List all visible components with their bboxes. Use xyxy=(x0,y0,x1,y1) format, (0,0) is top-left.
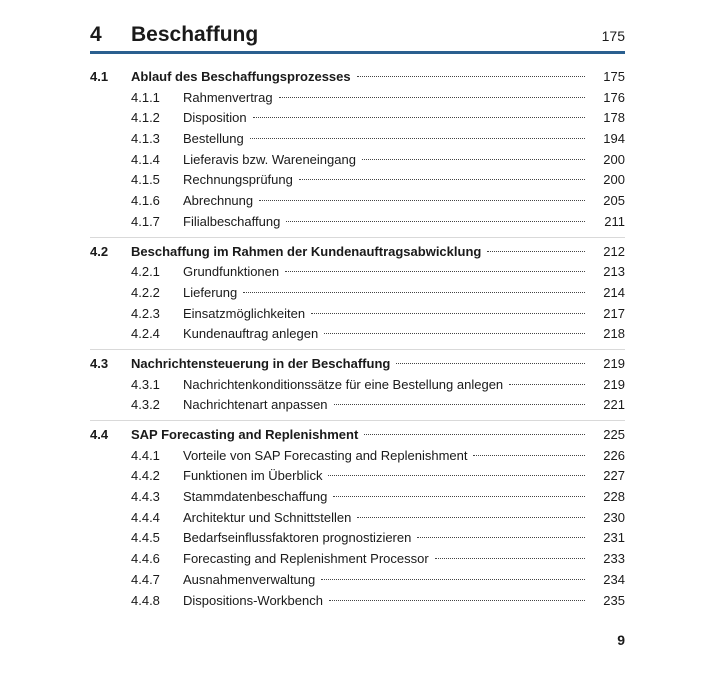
subsection-number: 4.1.1 xyxy=(131,89,160,105)
toc-subsection-entry[interactable] xyxy=(90,170,625,191)
subsection-page: 230 xyxy=(603,509,625,525)
toc-subsection-entry[interactable] xyxy=(90,150,625,171)
subsection-number: 4.1.2 xyxy=(131,110,160,126)
subsection-page: 218 xyxy=(603,326,625,342)
subsection-title: Stammdatenbeschaffung xyxy=(183,489,328,505)
chapter-number: 4 xyxy=(90,23,102,46)
leader-dots xyxy=(324,333,585,334)
leader-dots xyxy=(364,434,585,435)
subsection-title: Lieferavis bzw. Wareneingang xyxy=(183,151,356,167)
section-title: Nachrichtensteuerung in der Beschaffung xyxy=(131,355,391,371)
toc-subsection-entry[interactable] xyxy=(90,283,625,304)
section-page: 225 xyxy=(603,427,625,442)
toc-subsection-entry[interactable] xyxy=(90,528,625,549)
leader-dots xyxy=(279,97,585,98)
leader-dots xyxy=(299,179,585,180)
subsection-page: 233 xyxy=(603,551,625,567)
subsection-number: 4.2.4 xyxy=(131,326,160,342)
subsection-title: Disposition xyxy=(183,110,247,126)
leader-dots xyxy=(286,221,585,222)
section-page: 175 xyxy=(603,69,625,84)
subsection-title: Kundenauftrag anlegen xyxy=(183,326,319,342)
subsection-number: 4.4.6 xyxy=(131,551,160,567)
subsection-title: Rechnungsprüfung xyxy=(183,172,293,188)
leader-dots xyxy=(435,558,585,559)
subsection-page: 231 xyxy=(603,530,625,546)
subsection-title: Rahmenvertrag xyxy=(183,89,273,105)
toc-subsection-entry[interactable] xyxy=(90,304,625,325)
toc-section-entry[interactable] xyxy=(90,67,625,88)
toc-subsection-entry[interactable] xyxy=(90,191,625,212)
subsection-page: 228 xyxy=(603,489,625,505)
subsection-number: 4.4.5 xyxy=(131,530,160,546)
subsection-page: 219 xyxy=(603,376,625,392)
chapter-rule xyxy=(90,51,625,54)
table-of-contents xyxy=(90,67,625,619)
toc-section-entry[interactable] xyxy=(90,354,625,375)
subsection-title: Grundfunktionen xyxy=(183,264,280,280)
subsection-page: 214 xyxy=(603,284,625,300)
subsection-title: Nachrichtenart anpassen xyxy=(183,397,328,413)
subsection-title: Abrechnung xyxy=(183,193,254,209)
toc-section xyxy=(90,67,625,238)
toc-subsection-entry[interactable] xyxy=(90,375,625,396)
toc-subsection-entry[interactable] xyxy=(90,570,625,591)
subsection-number: 4.4.1 xyxy=(131,447,160,463)
leader-dots xyxy=(250,138,585,139)
subsection-number: 4.2.1 xyxy=(131,264,160,280)
leader-dots xyxy=(311,313,585,314)
toc-section xyxy=(90,242,625,350)
subsection-page: 234 xyxy=(603,571,625,587)
subsection-number: 4.4.2 xyxy=(131,468,160,484)
subsection-number: 4.1.4 xyxy=(131,151,160,167)
toc-subsection-entry[interactable] xyxy=(90,88,625,109)
subsection-page: 176 xyxy=(603,89,625,105)
leader-dots xyxy=(321,579,585,580)
toc-subsection-entry[interactable] xyxy=(90,508,625,529)
leader-dots xyxy=(243,292,585,293)
leader-dots xyxy=(329,600,585,601)
subsection-page: 211 xyxy=(604,213,625,229)
leader-dots xyxy=(285,271,585,272)
section-title: Beschaffung im Rahmen der Kundenauftragsabwicklung xyxy=(131,243,482,259)
section-number: 4.2 xyxy=(90,243,109,259)
subsection-page: 235 xyxy=(603,592,625,608)
toc-subsection-entry[interactable] xyxy=(90,262,625,283)
subsection-title: Einsatzmöglichkeiten xyxy=(183,305,306,321)
subsection-number: 4.3.2 xyxy=(131,397,160,413)
subsection-page: 221 xyxy=(603,397,625,413)
subsection-title: Forecasting and Replenishment Processor xyxy=(183,551,429,567)
subsection-number: 4.2.2 xyxy=(131,284,160,300)
subsection-number: 4.4.4 xyxy=(131,509,160,525)
subsection-page: 227 xyxy=(603,468,625,484)
toc-subsection-entry[interactable] xyxy=(90,324,625,345)
toc-subsection-entry[interactable] xyxy=(90,549,625,570)
toc-subsection-entry[interactable] xyxy=(90,591,625,612)
subsection-title: Bedarfseinflussfaktoren prognostizieren xyxy=(183,530,412,546)
subsection-page: 205 xyxy=(603,193,625,209)
toc-subsection-entry[interactable] xyxy=(90,466,625,487)
subsection-title: Architektur und Schnittstellen xyxy=(183,509,352,525)
subsection-page: 200 xyxy=(603,151,625,167)
subsection-number: 4.1.5 xyxy=(131,172,160,188)
page-number: 9 xyxy=(617,632,625,648)
subsection-title: Bestellung xyxy=(183,131,244,147)
leader-dots xyxy=(509,384,585,385)
subsection-number: 4.4.7 xyxy=(131,571,160,587)
section-page: 212 xyxy=(603,243,625,259)
chapter-title: Beschaffung xyxy=(131,23,259,46)
subsection-title: Lieferung xyxy=(183,284,238,300)
subsection-page: 194 xyxy=(603,131,625,147)
section-number: 4.1 xyxy=(90,69,109,84)
toc-subsection-entry[interactable] xyxy=(90,395,625,416)
leader-dots xyxy=(487,251,585,252)
toc-subsection-entry[interactable] xyxy=(90,108,625,129)
leader-dots xyxy=(417,537,585,538)
toc-subsection-entry[interactable] xyxy=(90,129,625,150)
toc-section xyxy=(90,354,625,421)
leader-dots xyxy=(259,200,585,201)
toc-section-entry[interactable] xyxy=(90,425,625,446)
leader-dots xyxy=(362,159,585,160)
subsection-number: 4.1.6 xyxy=(131,193,160,209)
subsection-title: Dispositions-Workbench xyxy=(183,592,323,608)
section-page: 219 xyxy=(603,355,625,371)
leader-dots xyxy=(357,517,585,518)
toc-subsection-entry[interactable] xyxy=(90,446,625,467)
subsection-number: 4.4.8 xyxy=(131,592,160,608)
leader-dots xyxy=(473,455,585,456)
subsection-title: Vorteile von SAP Forecasting and Replenishment xyxy=(183,447,468,463)
subsection-page: 217 xyxy=(603,305,625,321)
subsection-number: 4.2.3 xyxy=(131,305,160,321)
leader-dots xyxy=(334,404,585,405)
chapter-page: 175 xyxy=(601,28,625,44)
subsection-page: 226 xyxy=(603,447,625,463)
leader-dots xyxy=(396,363,585,364)
subsection-page: 200 xyxy=(603,172,625,188)
subsection-number: 4.1.3 xyxy=(131,131,160,147)
section-number: 4.3 xyxy=(90,355,109,371)
section-number: 4.4 xyxy=(90,427,109,442)
toc-section xyxy=(90,425,625,615)
subsection-number: 4.4.3 xyxy=(131,489,160,505)
subsection-title: Nachrichtenkonditionssätze für eine Bestellung anlegen xyxy=(183,376,504,392)
subsection-page: 213 xyxy=(603,264,625,280)
toc-subsection-entry[interactable] xyxy=(90,487,625,508)
subsection-number: 4.3.1 xyxy=(131,376,160,392)
leader-dots xyxy=(253,117,585,118)
toc-section-entry[interactable] xyxy=(90,242,625,263)
section-title: SAP Forecasting and Replenishment xyxy=(131,427,359,442)
leader-dots xyxy=(328,475,585,476)
subsection-title: Filialbeschaffung xyxy=(183,213,281,229)
leader-dots xyxy=(357,76,585,77)
subsection-title: Ausnahmenverwaltung xyxy=(183,571,316,587)
subsection-title: Funktionen im Überblick xyxy=(183,468,323,484)
section-title: Ablauf des Beschaffungsprozesses xyxy=(131,69,351,84)
subsection-page: 178 xyxy=(603,110,625,126)
chapter-heading xyxy=(90,20,625,50)
toc-subsection-entry[interactable] xyxy=(90,212,625,233)
leader-dots xyxy=(333,496,585,497)
subsection-number: 4.1.7 xyxy=(131,213,160,229)
